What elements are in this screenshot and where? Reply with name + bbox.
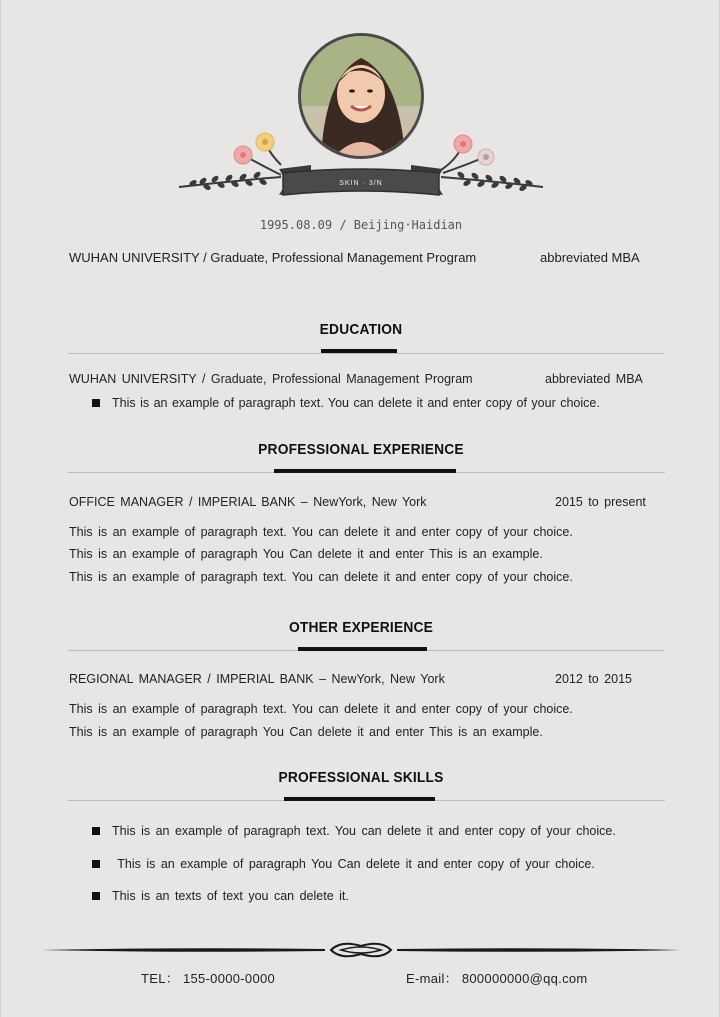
other-experience-dates: 2012 to 2015	[555, 672, 632, 686]
title-underline	[284, 797, 435, 801]
professional-experience-dates: 2015 to present	[555, 495, 646, 509]
headline	[69, 250, 649, 265]
professional-experience-line: This is an example of paragraph You Can delete it and enter This is an example.	[69, 547, 543, 561]
title-underline	[298, 647, 427, 651]
other-experience-line: This is an example of paragraph You Can delete it and enter This is an example.	[69, 725, 543, 739]
other-experience-line: This is an example of paragraph text. You can delete it and enter copy of your choice.	[69, 702, 573, 716]
profile-photo	[298, 33, 424, 159]
headline-degree-abbrev: abbreviated MBA	[540, 250, 640, 265]
other-experience-entry: REGIONAL MANAGER / IMPERIAL BANK – NewYork, New York	[69, 672, 445, 686]
section-divider	[68, 353, 665, 354]
education-bullet-text: This is an example of paragraph text. You can delete it and enter copy of your choice.	[112, 396, 600, 410]
skill-item: This is an example of paragraph You Can delete it and enter copy of your choice.	[112, 857, 595, 871]
education-title: EDUCATION	[319, 321, 403, 338]
headline-degree: WUHAN UNIVERSITY / Graduate, Professional Management Program	[69, 250, 477, 265]
professional-experience-entry: OFFICE MANAGER / IMPERIAL BANK – NewYork, New York	[69, 495, 427, 509]
professional-experience-line: This is an example of paragraph text. You can delete it and enter copy of your choice.	[69, 525, 573, 539]
bullet-marker	[92, 860, 100, 868]
bullet-marker	[92, 827, 100, 835]
professional-skills-title: PROFESSIONAL SKILLS	[278, 769, 444, 786]
education-degree-abbrev: abbreviated MBA	[545, 372, 643, 386]
title-underline	[274, 469, 456, 473]
bullet-marker	[92, 399, 100, 407]
footer-phone: TEL： 155-0000-0000	[141, 971, 276, 986]
professional-experience-line: This is an example of paragraph text. You can delete it and enter copy of your choice.	[69, 570, 573, 584]
skill-item: This is an example of paragraph text. You can delete it and enter copy of your choice.	[112, 824, 616, 838]
professional-experience-title: PROFESSIONAL EXPERIENCE	[258, 441, 464, 458]
footer-ornament-divider	[41, 936, 681, 964]
bullet-marker	[92, 892, 100, 900]
footer-email: E-mail： 800000000@qq.com	[406, 971, 588, 986]
banner-text: SKIN · 3/N	[339, 180, 383, 187]
other-experience-title: OTHER EXPERIENCE	[288, 619, 434, 636]
birth-location-line: 1995.08.09 / Beijing·Haidian	[259, 218, 463, 232]
skill-item: This is an texts of text you can delete it.	[112, 889, 349, 903]
title-underline	[321, 349, 397, 353]
education-entry: WUHAN UNIVERSITY / Graduate, Professional Management Program	[69, 372, 473, 386]
